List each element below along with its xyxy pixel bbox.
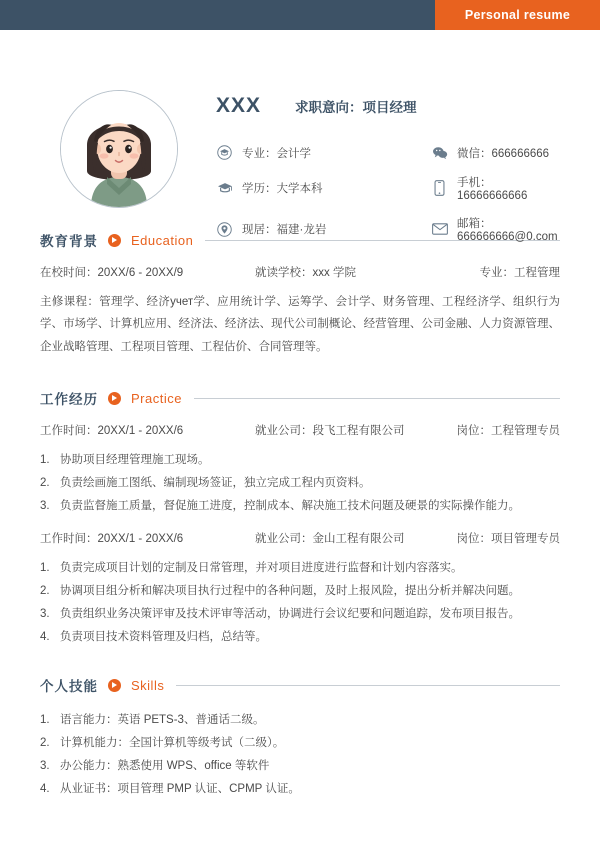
bullet-text: 语言能力：英语 PETS-3、普通话二级。 [60,714,265,727]
practice-heading [40,388,560,408]
play-dot-icon [108,679,121,692]
job-time: 工作时间：20XX/1 - 20XX/6 [40,533,184,546]
info-degree-text: 学历：大学本科 [242,183,323,195]
bullet-number: 3. [40,608,50,621]
info-major [216,144,431,161]
education-title-en: Education [131,232,194,248]
section-practice [0,388,600,649]
job-time: 工作时间：20XX/1 - 20XX/6 [40,425,184,438]
list-item [40,755,560,778]
list-item [40,472,560,495]
candidate-name: XXX [216,94,262,117]
location-icon [216,221,233,238]
bullet-number: 1. [40,562,50,575]
bullet-number: 4. [40,631,50,644]
avatar-illustration [61,91,177,207]
skills-heading [40,675,560,695]
education-courses: 主修课程：管理学、经济учет学、应用统计学、运筹学、会计学、财务管理、工程经济学、组织行为学、市场学、计算机应用、经济法、经济法、现代公司制概论、经营管理、公司金融、人力资源管理、企业战略管理、工程项目管理、工程估价、合同管理等。 [40,296,560,353]
info-phone-text: 手机：16666666666 [457,177,528,202]
bullet-text: 负责项目技术资料管理及归档，总结等。 [60,631,267,644]
bullet-number: 2. [40,585,50,598]
info-degree [216,174,431,202]
job-row [40,530,560,546]
list-item [40,603,560,626]
list-item [40,732,560,755]
bullet-text: 协助项目经理管理施工现场。 [60,454,210,467]
divider [176,685,560,686]
top-banner [0,0,600,30]
resume-page [0,30,600,848]
graduation-icon [216,144,233,161]
bullet-text: 负责完成项目计划的定制及日常管理，并对项目进度进行监督和计划内容落实。 [60,562,463,575]
bullet-text: 计算机能力：全国计算机等级考试（二级）。 [60,737,285,750]
education-title-cn: 教育背景 [40,234,98,249]
skills-title-en: Skills [131,677,165,693]
divider [194,398,560,399]
info-email-text: 邮箱：666666666@0.com [457,218,558,243]
bullet-text: 负责组织业务决策评审及技术评审等活动，协调进行会议纪要和问题追踪，发布项目报告。 [60,608,520,621]
bullet-number: 2. [40,737,50,750]
contact-info-grid [216,144,560,243]
cap-icon [216,180,233,197]
bullet-number: 4. [40,783,50,796]
job-company: 就业公司：金山工程有限公司 [255,533,405,546]
section-skills [0,675,600,801]
bullet-number: 2. [40,477,50,490]
skills-list [40,709,560,801]
mail-icon [431,221,448,238]
play-dot-icon [108,234,121,247]
info-location-text: 现居：福建·龙岩 [242,224,327,236]
phone-icon [431,180,448,197]
bullet-text: 负责监督施工质量，督促施工进度，控制成本、解决施工技术问题及硬景的实际操作能力。 [60,500,520,513]
list-item [40,709,560,732]
wechat-icon [431,144,448,161]
info-wechat [431,144,560,161]
avatar [60,90,178,208]
info-wechat-text: 微信：666666666 [457,147,550,160]
info-location [216,215,431,243]
practice-title-en: Practice [131,390,182,406]
info-phone [431,174,560,202]
resume-badge: Personal resume [435,0,600,30]
job-intent: 求职意向：项目经理 [295,100,417,115]
bullet-number: 3. [40,760,50,773]
bullet-text: 负责绘画施工图纸、编制现场签证，独立完成工程内页资料。 [60,477,371,490]
job-position: 岗位：项目管理专员 [456,533,560,546]
bullet-number: 1. [40,454,50,467]
education-school: 就读学校：xxx 学院 [255,267,356,279]
bullet-number: 1. [40,714,50,727]
education-time: 在校时间：20XX/6 - 20XX/9 [40,267,184,279]
list-item [40,495,560,518]
skills-title-cn: 个人技能 [40,679,98,695]
bullet-text: 协调项目组分析和解决项目执行过程中的各种问题，及时上报风险，提出分析并解决问题。 [60,585,520,598]
job-company: 就业公司：段飞工程有限公司 [255,425,405,438]
job-row [40,422,560,438]
bullet-text: 从业证书：项目管理 PMP 认证、CPMP 认证。 [60,783,300,796]
job-position: 岗位：工程管理专员 [456,425,560,438]
job-duties [40,449,560,518]
bullet-text: 办公能力：熟悉使用 WPS、office 等软件 [60,760,270,773]
name-row [216,94,560,118]
list-item [40,580,560,603]
list-item [40,557,560,580]
education-major: 专业：工程管理 [479,267,560,279]
job-duties [40,557,560,649]
profile-details [178,58,560,243]
play-dot-icon [108,392,121,405]
info-email [431,215,560,243]
list-item [40,626,560,649]
info-major-text: 专业：会计学 [242,147,311,160]
list-item [40,778,560,801]
education-row [40,264,560,280]
section-education [0,230,600,358]
practice-title-cn: 工作经历 [40,392,98,408]
list-item [40,449,560,472]
bullet-number: 3. [40,500,50,513]
